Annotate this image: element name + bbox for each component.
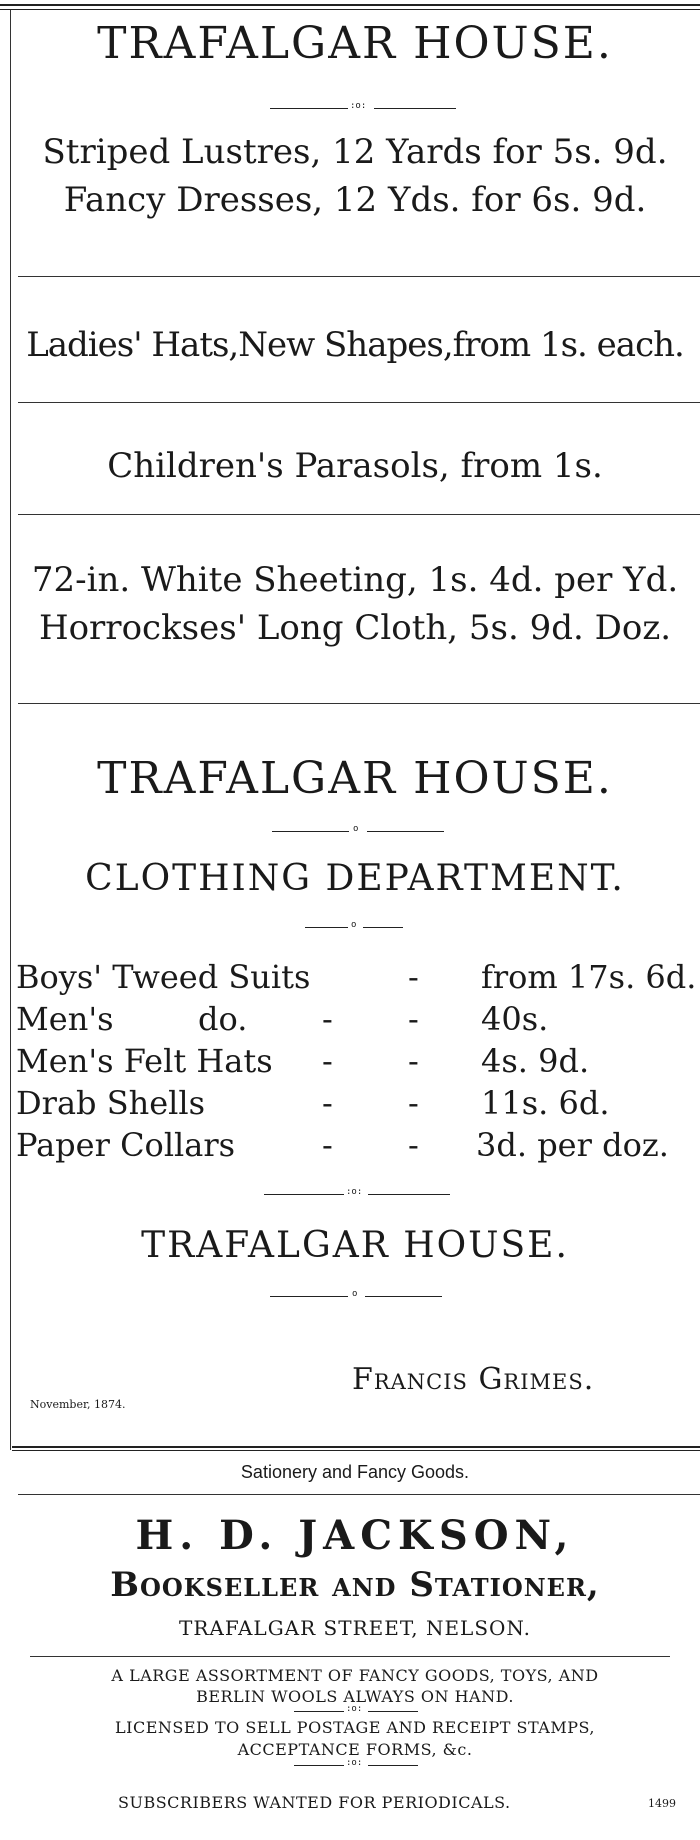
item-dash: - bbox=[322, 1000, 333, 1038]
ad1-line-white-sheeting: 72-in. White Sheeting, 1s. 4d. per Yd. bbox=[31, 560, 679, 600]
divider-rule bbox=[18, 703, 700, 704]
ad2-ornament: o bbox=[272, 826, 444, 836]
item-dash: - bbox=[408, 1042, 419, 1080]
ad3-ornament: :o: bbox=[294, 1706, 418, 1716]
ad3-address: TRAFALGAR STREET, NELSON. bbox=[178, 1616, 531, 1640]
price-row bbox=[16, 1126, 700, 1166]
item-dash: - bbox=[322, 1042, 333, 1080]
item-name: Boys' Tweed Suits bbox=[16, 958, 311, 996]
ad2-ornament: o bbox=[305, 922, 403, 932]
ad2-ornament: :o: bbox=[264, 1189, 450, 1199]
ad3-para1-line1: A LARGE ASSORTMENT OF FANCY GOODS, TOYS, AND bbox=[111, 1666, 599, 1685]
ad2-subheading: CLOTHING DEPARTMENT. bbox=[85, 858, 625, 899]
item-dash: - bbox=[322, 1126, 333, 1164]
ad1-heading: TRAFALGAR HOUSE. bbox=[97, 18, 613, 69]
ad3-para3: SUBSCRIBERS WANTED FOR PERIODICALS. bbox=[118, 1793, 511, 1812]
ad3-para2-line2: ACCEPTANCE FORMS, &c. bbox=[237, 1740, 473, 1759]
ad2-footer-heading: TRAFALGAR HOUSE. bbox=[141, 1225, 569, 1266]
price-row bbox=[16, 1042, 700, 1082]
ad3-ornament: :o: bbox=[294, 1760, 418, 1770]
item-name: Drab Shells bbox=[16, 1084, 206, 1122]
ad2-ornament: o bbox=[270, 1291, 442, 1301]
item-name: Paper Collars bbox=[16, 1126, 236, 1164]
item-dash: - bbox=[408, 1126, 419, 1164]
item-name: Men's Felt Hats bbox=[16, 1042, 273, 1080]
item-price: 11s. 6d. bbox=[481, 1084, 610, 1122]
price-row bbox=[16, 958, 700, 998]
item-name: Men's bbox=[16, 1000, 114, 1038]
item-name-ditto: do. bbox=[198, 1000, 248, 1038]
divider-rule bbox=[18, 276, 700, 277]
ad2-heading: TRAFALGAR HOUSE. bbox=[97, 753, 613, 804]
ad3-title: Bookseller and Stationer, bbox=[110, 1565, 600, 1605]
ad1-line-childrens-parasols: Children's Parasols, from 1s. bbox=[107, 446, 603, 486]
section-divider-double-rule bbox=[12, 1446, 700, 1451]
ad1-ornament: :o: bbox=[270, 103, 456, 113]
ad2-date: November, 1874. bbox=[30, 1398, 126, 1411]
ad1-line-fancy-dresses: Fancy Dresses, 12 Yds. for 6s. 9d. bbox=[63, 180, 647, 220]
ad3-para2-line1: LICENSED TO SELL POSTAGE AND RECEIPT STAMPS, bbox=[115, 1718, 595, 1737]
ad1-line-long-cloth: Horrockses' Long Cloth, 5s. 9d. Doz. bbox=[38, 608, 672, 648]
item-price: 40s. bbox=[481, 1000, 549, 1038]
ad2-signature: Francis Grimes. bbox=[352, 1362, 595, 1397]
item-dash: - bbox=[322, 1084, 333, 1122]
ad1-line-ladies-hats: Ladies' Hats,New Shapes,from 1s. each. bbox=[26, 325, 684, 365]
divider-rule bbox=[18, 402, 700, 403]
ad3-ref-number: 1499 bbox=[648, 1797, 676, 1810]
item-price: 4s. 9d. bbox=[481, 1042, 590, 1080]
ad3-top-line: Sationery and Fancy Goods. bbox=[240, 1462, 470, 1482]
item-dash: - bbox=[408, 1084, 419, 1122]
price-row bbox=[16, 1000, 700, 1040]
ad1-line-striped-lustres: Striped Lustres, 12 Yards for 5s. 9d. bbox=[42, 132, 668, 172]
item-price: from 17s. 6d. bbox=[481, 958, 697, 996]
price-row bbox=[16, 1084, 700, 1124]
divider-rule bbox=[30, 1656, 670, 1657]
ad3-name: H. D. JACKSON, bbox=[135, 1512, 575, 1559]
ad3-para1-line2: BERLIN WOOLS ALWAYS ON HAND. bbox=[196, 1687, 514, 1706]
item-dash: - bbox=[408, 958, 419, 996]
divider-rule bbox=[18, 514, 700, 515]
divider-rule bbox=[18, 1494, 700, 1495]
top-border-rule bbox=[0, 4, 700, 10]
item-price: 3d. per doz. bbox=[476, 1126, 669, 1164]
item-dash: - bbox=[408, 1000, 419, 1038]
